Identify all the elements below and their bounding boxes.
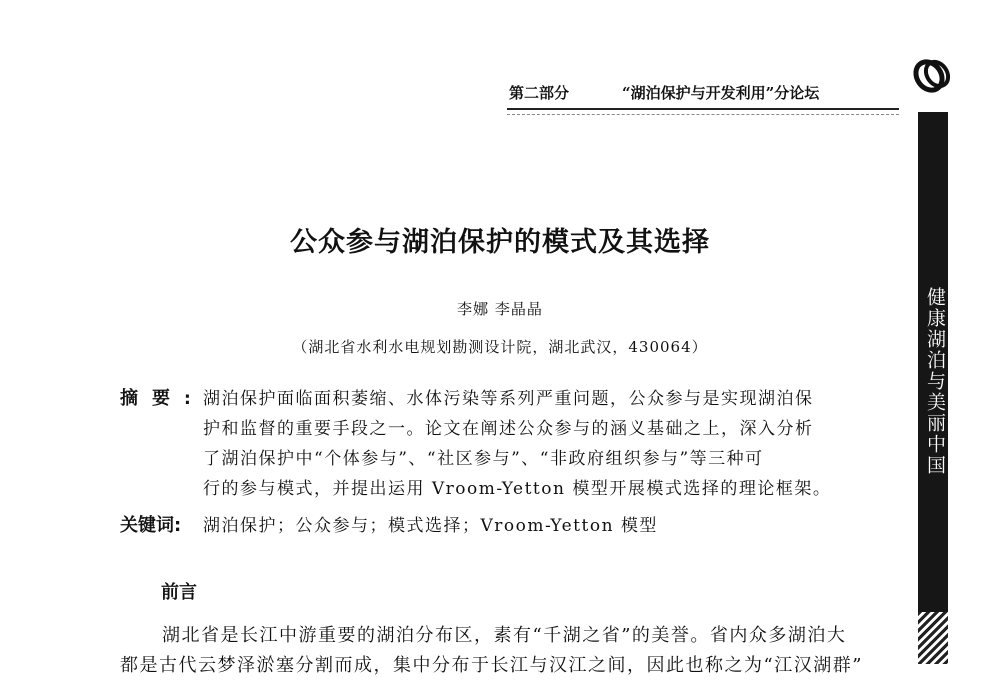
abstract-text (203, 384, 903, 504)
body-line: 湖北省是长江中游重要的湖泊分布区，素有“千湖之省”的美誉。省内众多湖泊大 (162, 625, 847, 646)
keywords-label: 关键词: (120, 515, 182, 536)
header-topic-label: “湖泊保护与开发利用”分论坛 (622, 84, 820, 102)
side-tab-label: 健康湖泊与美丽中国 (924, 286, 946, 476)
abstract-line: 行的参与模式，并提出运用 Vroom-Yetton 模型开展模式选择的理论框架。 (203, 479, 832, 499)
abstract-label-colon: : (184, 389, 191, 409)
running-header (507, 80, 899, 106)
article-authors: 李娜 李晶晶 (457, 300, 543, 318)
abstract-line: 湖泊保护面临面积萎缩、水体污染等系列严重问题，公众参与是实现湖泊保 (203, 389, 814, 409)
body-line: 都是古代云梦泽淤塞分割而成，集中分布于长江与汉江之间，因此也称之为“江汉湖群” (120, 655, 863, 676)
header-rule-secondary (507, 114, 899, 115)
double-loop-logo-icon (912, 54, 954, 96)
abstract-label (120, 384, 191, 410)
side-tab-hatch (918, 612, 948, 664)
keywords-text: 湖泊保护；公众参与；模式选择；Vroom-Yetton 模型 (203, 516, 658, 536)
header-rule (507, 108, 899, 110)
article-affiliation: （湖北省水利水电规划勘测设计院，湖北武汉，430064） (292, 338, 708, 356)
abstract-line: 护和监督的重要手段之一。论文在阐述公众参与的涵义基础之上，深入分析 (203, 419, 814, 439)
section-heading: 前言 (161, 582, 197, 603)
article-title: 公众参与湖泊保护的模式及其选择 (290, 227, 710, 258)
header-part-label: 第二部分 (509, 84, 570, 102)
side-tab (918, 112, 948, 612)
abstract-label-text: 摘要 (120, 388, 184, 409)
abstract-line: 了湖泊保护中“个体参与”、“社区参与”、“非政府组织参与”等三种可 (203, 449, 764, 469)
body-text (120, 621, 910, 681)
